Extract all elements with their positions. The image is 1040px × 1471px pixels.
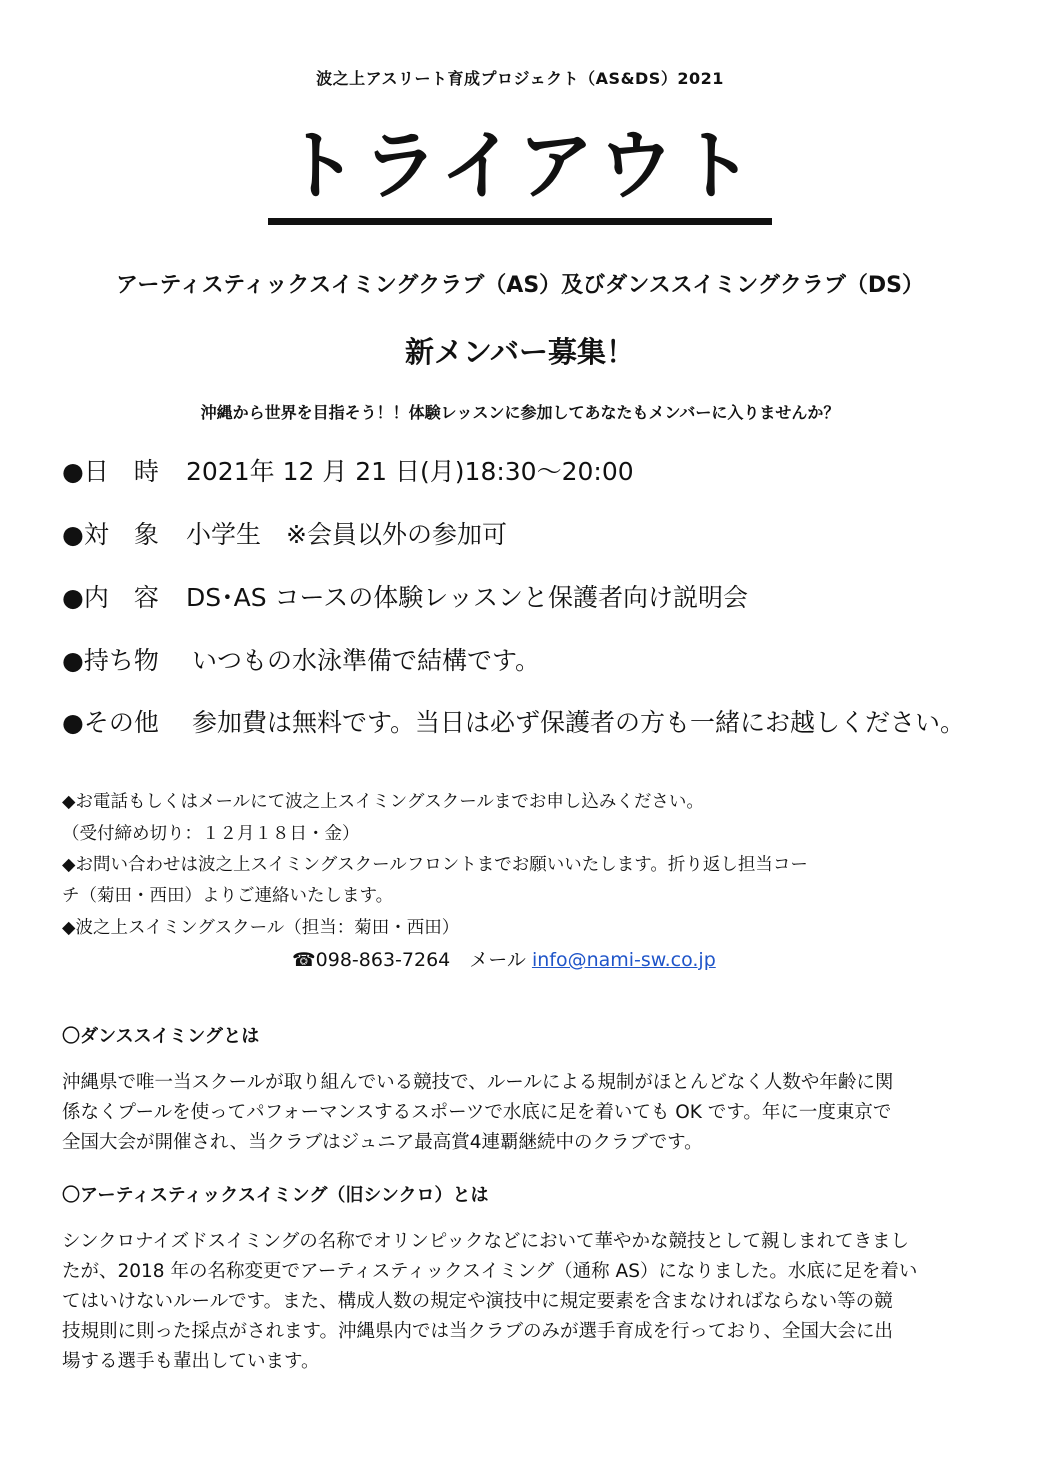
phone-number[interactable]: ☎098-863-7264 メール xyxy=(292,949,526,971)
recruit-heading: 新メンバー募集！ xyxy=(405,335,635,369)
main-title: トライアウト xyxy=(268,118,771,225)
application-line: ◆お問い合わせは波之上スイミングスクールフロントまでお願いいたします。折り返し担当コー xyxy=(62,855,808,875)
detail-label: ●日 時 xyxy=(62,457,159,486)
detail-label: ●その他 xyxy=(62,708,159,737)
main-title-wrapper xyxy=(0,118,1040,225)
contact-line xyxy=(292,946,716,974)
application-line: ◆波之上スイミングスクール（担当：菊田・西田） xyxy=(62,918,460,938)
section-line: 場する選手も輩出しています。 xyxy=(62,1351,320,1372)
section-line: シンクロナイズドスイミングの名称でオリンピックなどにおいて華やかな競技として親しまれてきまし xyxy=(62,1231,910,1252)
section-heading-artistic: 〇アーティスティックスイミング（旧シンクロ）とは xyxy=(62,1185,489,1206)
section-line: 沖縄県で唯一当スクールが取り組んでいる競技で、ルールによる規制がほとんどなく人数や年齢に関 xyxy=(62,1072,894,1093)
detail-value: DS･AS コースの体験レッスンと保護者向け説明会 xyxy=(186,583,749,612)
section-body-dance xyxy=(62,1068,977,1158)
section-line: 全国大会が開催され、当クラブはジュニア最高賞4連覇継続中のクラブです。 xyxy=(62,1132,703,1153)
section-line: てはいけないルールです。また、構成人数の規定や演技中に規定要素を含まなければならない等の競 xyxy=(62,1291,893,1312)
catch-copy: 沖縄から世界を目指そう！！体験レッスンに参加してあなたもメンバーに入りませんか？ xyxy=(200,403,840,422)
email-link[interactable]: info@nami-sw.co.jp xyxy=(531,949,716,971)
detail-label: ●内 容 xyxy=(62,583,159,612)
application-deadline: （受付締め切り：１２月１８日・金） xyxy=(62,824,360,844)
application-line: チ（菊田・西田）よりご連絡いたします。 xyxy=(62,886,394,906)
section-line: 技規則に則った採点がされます。沖縄県内では当クラブのみが選手育成を行っており、全国大会に出 xyxy=(62,1321,894,1342)
detail-label: ●対 象 xyxy=(62,520,159,549)
detail-label: ●持ち物 xyxy=(62,646,159,675)
club-name: アーティスティックスイミングクラブ（AS）及びダンススイミングクラブ（DS） xyxy=(116,273,924,298)
detail-value: 小学生 ※会員以外の参加可 xyxy=(186,520,507,549)
application-line: ◆お電話もしくはメールにて波之上スイミングスクールまでお申し込みください。 xyxy=(62,792,704,812)
section-body-artistic xyxy=(62,1227,977,1377)
detail-value: いつもの水泳準備で結構です。 xyxy=(192,646,541,675)
detail-value: 参加費は無料です。当日は必ず保護者の方も一緒にお越しください。 xyxy=(192,708,966,737)
section-line: 係なくプールを使ってパフォーマンスするスポーツで水底に足を着いても OK です。年に一度東京で xyxy=(62,1102,892,1123)
project-title: 波之上アスリート育成プロジェクト（AS&DS）2021 xyxy=(316,69,724,88)
section-line: たが、2018 年の名称変更でアーティスティックスイミング（通称 AS）になりました。水底に足を着い xyxy=(62,1261,918,1282)
section-heading-dance: 〇ダンススイミングとは xyxy=(62,1026,260,1047)
detail-value: 2021年 12 月 21 日(月)18:30～20:00 xyxy=(186,457,634,486)
